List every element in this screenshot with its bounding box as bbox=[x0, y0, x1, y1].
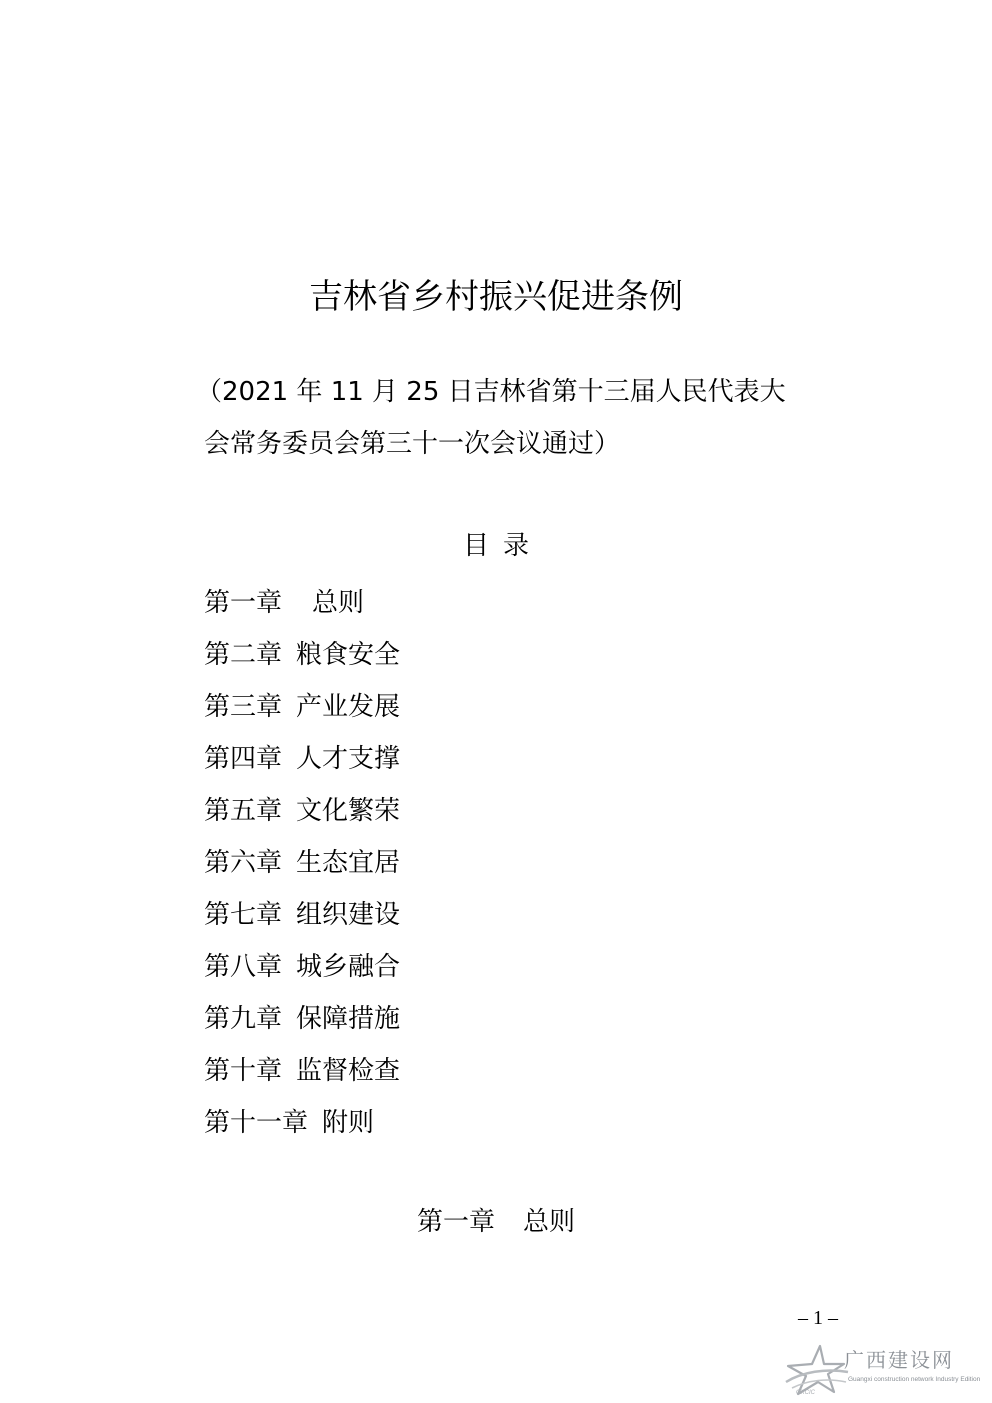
toc-chapter-number: 第九章 bbox=[204, 1004, 283, 1034]
section-heading bbox=[0, 1200, 992, 1244]
toc-item bbox=[204, 993, 400, 1045]
toc-chapter-name: 监督检查 bbox=[296, 1056, 401, 1086]
toc-chapter-name: 附则 bbox=[322, 1108, 375, 1138]
toc-chapter-number: 第一章 bbox=[204, 588, 283, 618]
toc-chapter-number: 第八章 bbox=[204, 952, 283, 982]
toc-chapter-name: 生态宜居 bbox=[296, 848, 401, 878]
toc-chapter-number: 第四章 bbox=[204, 744, 283, 774]
page-number: – 1 – bbox=[798, 1307, 838, 1329]
toc-item bbox=[204, 577, 400, 629]
toc-item bbox=[204, 941, 400, 993]
toc-heading: 目录 bbox=[462, 531, 543, 561]
toc-chapter-number: 第十一章 bbox=[204, 1108, 309, 1138]
toc-chapter-name: 保障措施 bbox=[296, 1004, 401, 1034]
watermark-name-en: Guangxi construction network Industry Edition bbox=[848, 1376, 981, 1383]
toc-chapter-number: 第六章 bbox=[204, 848, 283, 878]
star-logo-icon bbox=[782, 1342, 852, 1398]
toc-chapter-name: 组织建设 bbox=[296, 900, 401, 930]
toc-item bbox=[204, 1045, 400, 1097]
toc-item bbox=[204, 785, 400, 837]
toc-chapter-name: 产业发展 bbox=[296, 692, 401, 722]
toc-chapter-name: 文化繁荣 bbox=[296, 796, 401, 826]
toc-item bbox=[204, 1097, 400, 1149]
svg-text:GXCIC: GXCIC bbox=[796, 1390, 816, 1396]
toc-item bbox=[204, 733, 400, 785]
toc-item bbox=[204, 889, 400, 941]
table-of-contents bbox=[204, 577, 400, 1149]
toc-item bbox=[204, 681, 400, 733]
toc-chapter-name: 粮食安全 bbox=[296, 640, 401, 670]
section-chapter-name: 总则 bbox=[523, 1207, 576, 1237]
toc-item bbox=[204, 837, 400, 889]
toc-chapter-name: 城乡融合 bbox=[296, 952, 401, 982]
watermark-name-cn: 广西建设网 bbox=[844, 1348, 954, 1372]
toc-chapter-number: 第五章 bbox=[204, 796, 283, 826]
toc-item bbox=[204, 629, 400, 681]
section-chapter-number: 第一章 bbox=[416, 1207, 495, 1237]
toc-chapter-number: 第七章 bbox=[204, 900, 283, 930]
watermark-logo bbox=[782, 1342, 987, 1398]
toc-chapter-name: 人才支撑 bbox=[296, 744, 401, 774]
document-title: 吉林省乡村振兴促进条例 bbox=[309, 276, 683, 317]
toc-chapter-number: 第三章 bbox=[204, 692, 283, 722]
toc-chapter-number: 第十章 bbox=[204, 1056, 283, 1086]
toc-chapter-name: 总则 bbox=[312, 588, 365, 618]
passage-note bbox=[196, 366, 804, 470]
toc-chapter-number: 第二章 bbox=[204, 640, 283, 670]
passage-note-line-2: 会常务委员会第三十一次会议通过） bbox=[204, 429, 621, 459]
passage-note-line-1: （2021 年 11 月 25 日吉林省第十三届人民代表大 bbox=[196, 377, 786, 407]
